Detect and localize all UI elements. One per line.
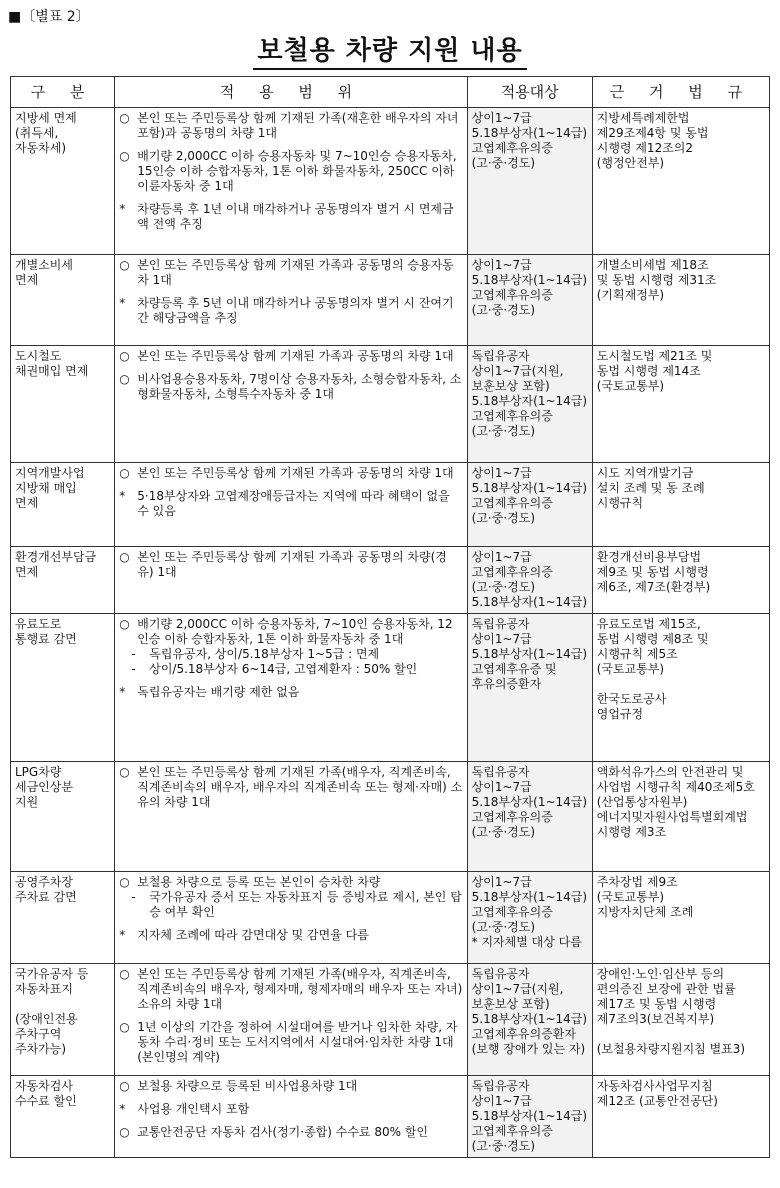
table-row xyxy=(11,346,770,463)
scope-item xyxy=(119,967,462,1012)
scope-text: 보철용 차량으로 등록 또는 본인이 승차한 차량 xyxy=(137,875,381,889)
category-cell-line: 세금인상분 xyxy=(15,780,73,794)
category-cell-line: 채권매입 면제 xyxy=(15,364,89,378)
scope-cell xyxy=(115,872,467,964)
law-cell-line: 및 동법 시행령 제31조 xyxy=(596,273,717,287)
law-cell-line xyxy=(597,1027,765,1042)
target-cell-line: 독립유공자 xyxy=(471,967,530,981)
target-cell xyxy=(467,872,592,964)
target-cell-line: 보훈보상 포함) xyxy=(471,379,550,393)
law-cell-line: 도시철도법 제21조 및 xyxy=(596,349,713,363)
target-cell xyxy=(467,762,592,872)
spacer xyxy=(119,194,462,202)
category-cell-line: 지역개발사업 xyxy=(15,466,85,480)
target-cell-line: 상이1~7급 xyxy=(471,1094,532,1108)
target-cell xyxy=(467,463,592,547)
law-cell-line: (보철용차량지원지침 별표3) xyxy=(596,1042,746,1056)
scope-cell xyxy=(115,108,467,255)
law-cell-line: 자동차검사사업무지침 xyxy=(596,1079,713,1093)
bullet-marker: ○ xyxy=(119,550,130,564)
bullet-marker: * xyxy=(119,296,126,310)
law-cell-line: 환경개선비용부담법 xyxy=(596,550,702,564)
category-cell-line: LPG차량 xyxy=(15,765,62,779)
annex-label: ■〔별표 2〕 xyxy=(8,9,90,25)
law-cell-line: 시도 지역개발기금 xyxy=(596,466,694,480)
law-cell-line: 제6조, 제7조(환경부) xyxy=(596,580,711,594)
scope-item xyxy=(119,647,462,662)
category-cell-line: 자동차검사 xyxy=(15,1079,73,1093)
category-cell-line: 주차가능) xyxy=(15,1042,67,1056)
category-cell-line: 유료도로 xyxy=(15,617,62,631)
law-cell-line: 에너지및자원사업특별회계법 xyxy=(596,810,748,824)
category-cell-line: 국가유공자 등 xyxy=(15,967,89,981)
scope-item xyxy=(119,202,462,232)
scope-item xyxy=(119,1020,462,1065)
law-cell-line: 제12조 (교통안전공단) xyxy=(596,1094,718,1108)
category-cell-line: 자동차표지 xyxy=(15,982,73,996)
scope-text: 본인 또는 주민등록상 함께 기재된 가족과 공동명의 차량(경유) 1대 xyxy=(137,550,447,579)
bullet-marker: ○ xyxy=(119,149,130,163)
target-cell-line: 고엽제후유의증 xyxy=(471,810,553,824)
target-cell-line: (고·중·경도) xyxy=(471,580,536,594)
scope-text: 비사업용승용자동차, 7명이상 승용자동차, 소형승합자동차, 소형화물자동차, 소형특수자동차 중 1대 xyxy=(137,372,462,401)
support-table xyxy=(10,76,770,1158)
law-cell-line: 주차장법 제9조 xyxy=(596,875,678,889)
target-cell-line: 5.18부상자(1~14급) xyxy=(471,647,588,661)
law-cell-line: 영업규정 xyxy=(596,707,644,721)
category-cell xyxy=(11,463,115,547)
law-cell-line: (기획재정부) xyxy=(596,288,665,302)
category-cell-line: 환경개선부담금 xyxy=(15,550,97,564)
bullet-marker: ○ xyxy=(119,1079,130,1093)
spacer xyxy=(119,288,462,296)
spacer xyxy=(119,364,462,372)
target-cell xyxy=(467,108,592,255)
target-cell-line: 상이1~7급 xyxy=(471,632,532,646)
scope-item xyxy=(119,258,462,288)
target-cell-line: 독립유공자 xyxy=(471,1079,530,1093)
scope-text: 차량등록 후 1년 이내 매각하거나 공동명의자 별거 시 면제금액 전액 추징 xyxy=(137,202,454,231)
scope-item xyxy=(119,928,462,943)
spacer xyxy=(119,1012,462,1020)
scope-item xyxy=(119,372,462,402)
scope-item xyxy=(119,349,462,364)
target-cell-line: 상이1~7급(지원, xyxy=(471,364,564,378)
category-cell-line: 도시철도 xyxy=(15,349,62,363)
target-cell-line: (고·중·경도) xyxy=(471,156,536,170)
table-row xyxy=(11,1076,770,1158)
target-cell-line: 보훈보상 포함) xyxy=(471,997,550,1011)
table-row xyxy=(11,964,770,1076)
bullet-marker: ○ xyxy=(119,765,130,779)
law-cell-line: 동법 시행령 제8조 및 xyxy=(596,632,709,646)
header-target: 적용대상 xyxy=(467,77,592,108)
scope-item xyxy=(119,466,462,481)
target-cell-line: * 지자체별 대상 다름 xyxy=(471,935,582,949)
bullet-marker: ○ xyxy=(119,258,130,272)
target-cell-line: 상이1~7급 xyxy=(471,258,532,272)
page-title xyxy=(0,30,780,67)
category-cell-line: 지방세 면제 xyxy=(15,111,77,125)
bullet-marker: ○ xyxy=(119,1020,130,1034)
scope-text: 지자체 조례에 따라 감면대상 및 감면율 다름 xyxy=(137,928,369,942)
category-cell xyxy=(11,1076,115,1158)
law-cell xyxy=(592,964,769,1076)
spacer xyxy=(119,141,462,149)
scope-item xyxy=(119,550,462,580)
category-cell-line: 수수료 할인 xyxy=(15,1094,77,1108)
bullet-marker: * xyxy=(119,489,126,503)
law-cell xyxy=(592,614,769,762)
law-cell-line: (국토교통부) xyxy=(596,662,665,676)
target-cell-line: 고엽제후유의증 xyxy=(471,565,553,579)
table-row xyxy=(11,108,770,255)
scope-cell xyxy=(115,762,467,872)
bullet-marker: ○ xyxy=(119,1125,130,1139)
target-cell-line: 상이1~7급 xyxy=(471,466,532,480)
scope-item xyxy=(119,149,462,194)
category-cell xyxy=(11,346,115,463)
target-cell xyxy=(467,614,592,762)
target-cell-line: 독립유공자 xyxy=(471,349,530,363)
law-cell-line: 지방세특례제한법 xyxy=(596,111,690,125)
target-cell-line: 고엽제후유의증 xyxy=(471,288,553,302)
target-cell-line: (고·중·경도) xyxy=(471,1139,536,1153)
scope-item xyxy=(119,1102,462,1117)
law-cell-line: 장애인·노인·임산부 등의 xyxy=(596,967,725,981)
scope-text: 본인 또는 주민등록상 함께 기재된 가족과 공동명의 차량 1대 xyxy=(137,466,454,480)
target-cell-line: (보행 장애가 있는 자) xyxy=(471,1042,586,1056)
category-cell-line: 공영주차장 xyxy=(15,875,73,889)
scope-text: 독립유공자는 배기량 제한 없음 xyxy=(137,685,300,699)
target-cell-line: (고·중·경도) xyxy=(471,511,536,525)
category-cell-line: 통행료 감면 xyxy=(15,632,77,646)
scope-item xyxy=(119,685,462,700)
category-cell-line: (장애인전용 xyxy=(15,1012,78,1026)
law-cell-line: (국토교통부) xyxy=(596,890,665,904)
scope-text: 상이/5.18부상자 6~14급, 고엽제환자 : 50% 할인 xyxy=(149,662,418,676)
target-cell-line: 5.18부상자(1~14급) xyxy=(471,273,588,287)
scope-text: 본인 또는 주민등록상 함께 기재된 가족과 공동명의 승용자동차 1대 xyxy=(137,258,454,287)
header-scope: 적 용 범 위 xyxy=(115,77,467,108)
law-cell-line: 유료도로법 제15조, xyxy=(596,617,701,631)
scope-cell xyxy=(115,463,467,547)
spacer xyxy=(119,920,462,928)
bullet-marker: ○ xyxy=(119,349,130,363)
law-cell-line: (행정안전부) xyxy=(596,156,665,170)
target-cell xyxy=(467,547,592,614)
scope-cell xyxy=(115,255,467,346)
bullet-marker: ○ xyxy=(119,617,130,631)
target-cell-line: 5.18부상자(1~14급) xyxy=(471,1012,588,1026)
bullet-marker: ○ xyxy=(119,372,130,386)
scope-text: 사업용 개인택시 포함 xyxy=(137,1102,250,1116)
target-cell-line: 고엽제후유의증 xyxy=(471,496,553,510)
scope-text: 5·18부상자와 고엽제장애등급자는 지역에 따라 혜택이 없을 수 있음 xyxy=(137,489,450,518)
table-header-row xyxy=(11,77,770,108)
law-cell xyxy=(592,547,769,614)
law-cell-line: (국토교통부) xyxy=(596,379,665,393)
target-cell-line: 상이1~7급 xyxy=(471,550,532,564)
target-cell xyxy=(467,1076,592,1158)
target-cell-line: 5.18부상자(1~14급) xyxy=(471,595,588,609)
bullet-marker: ○ xyxy=(119,466,130,480)
scope-item xyxy=(119,662,462,677)
category-cell-line: 면제 xyxy=(15,273,39,287)
bullet-marker: * xyxy=(119,202,126,216)
law-cell-line: 액화석유가스의 안전관리 및 xyxy=(596,765,744,779)
bullet-marker: ○ xyxy=(119,111,130,125)
law-cell-line: 제9조 및 동법 시행령 xyxy=(596,565,709,579)
law-cell-line: 사업법 시행규칙 제40조제5호 xyxy=(596,780,755,794)
law-cell-line: 한국도로공사 xyxy=(596,692,667,706)
table-row xyxy=(11,872,770,964)
category-cell-line: 주차구역 xyxy=(15,1027,62,1041)
target-cell-line: (고·중·경도) xyxy=(471,825,536,839)
law-cell xyxy=(592,108,769,255)
scope-item xyxy=(119,875,462,890)
scope-item xyxy=(119,1079,462,1094)
category-cell xyxy=(11,614,115,762)
law-cell-line: 동법 시행령 제14조 xyxy=(596,364,701,378)
law-cell-line: 시행규칙 제5조 xyxy=(596,647,678,661)
target-cell-line: 독립유공자 xyxy=(471,765,530,779)
target-cell xyxy=(467,964,592,1076)
target-cell-line: 5.18부상자(1~14급) xyxy=(471,481,588,495)
law-cell-line: 시행규칙 xyxy=(596,496,644,510)
law-cell xyxy=(592,463,769,547)
target-cell-line: (고·중·경도) xyxy=(471,303,536,317)
target-cell-line: 상이1~7급(지원, xyxy=(471,982,564,996)
table-row xyxy=(11,547,770,614)
target-cell-line: 고엽제후유의증환자 xyxy=(471,1027,576,1041)
spacer xyxy=(119,481,462,489)
target-cell-line: 상이1~7급 xyxy=(471,875,532,889)
category-cell-line xyxy=(15,997,110,1012)
spacer xyxy=(119,677,462,685)
scope-text: 배기량 2,000CC 이하 승용자동차, 7~10인 승용자동차, 12인승 이하 승합자동차, 1톤 이하 화물자동차 중 1대 xyxy=(137,617,453,646)
scope-text: 1년 이상의 기간을 정하여 시설대여를 받거나 임차한 차량, 자동차 수리·정비 또는 도서지역에서 시설대여·임차한 차량 1대(본인명의 계약) xyxy=(137,1020,458,1064)
bullet-marker: ○ xyxy=(119,967,130,981)
scope-item xyxy=(119,765,462,810)
law-cell-line: (산업통상자원부) xyxy=(596,795,688,809)
scope-item xyxy=(119,890,462,920)
target-cell xyxy=(467,255,592,346)
scope-item xyxy=(119,111,462,141)
category-cell-line: 지원 xyxy=(15,795,39,809)
scope-text: 배기량 2,000CC 이하 승용자동차 및 7~10인승 승용자동차, 15인승 이하 승합자동차, 1톤 이하 화물자동차, 250CC 이하 이륜자동차 중 1대 xyxy=(137,149,457,193)
law-cell xyxy=(592,872,769,964)
law-cell-line: 제29조제4항 및 동법 xyxy=(596,126,709,140)
target-cell-line: 5.18부상자(1~14급) xyxy=(471,1109,588,1123)
law-cell xyxy=(592,255,769,346)
category-cell-line: (취득세, xyxy=(15,126,59,140)
scope-text: 차량등록 후 5년 이내 매각하거나 공동명의자 별거 시 잔여기간 해당금액을 추징 xyxy=(137,296,454,325)
law-cell-line: 편의증진 보장에 관한 법률 xyxy=(596,982,736,996)
target-cell-line: 5.18부상자(1~14급) xyxy=(471,126,588,140)
target-cell-line: 5.18부상자(1~14급) xyxy=(471,890,588,904)
header-category: 구 분 xyxy=(11,77,115,108)
bullet-marker: - xyxy=(131,890,136,904)
category-cell-line: 개별소비세 xyxy=(15,258,73,272)
scope-cell xyxy=(115,346,467,463)
title-text: 보철용 차량 지원 내용 xyxy=(253,36,526,70)
law-cell-line: 제7조의3(보건복지부) xyxy=(596,1012,715,1026)
target-cell-line: 독립유공자 xyxy=(471,617,530,631)
category-cell xyxy=(11,762,115,872)
law-cell-line: 제17조 및 동법 시행령 xyxy=(596,997,717,1011)
category-cell-line: 자동차세) xyxy=(15,141,67,155)
scope-text: 보철용 차량으로 등록된 비사업용차량 1대 xyxy=(137,1079,358,1093)
target-cell-line: 후유의증환자 xyxy=(471,677,542,691)
target-cell-line: 고엽제후유의증 xyxy=(471,141,553,155)
scope-item xyxy=(119,617,462,647)
law-cell xyxy=(592,762,769,872)
scope-cell xyxy=(115,614,467,762)
category-cell xyxy=(11,964,115,1076)
scope-text: 본인 또는 주민등록상 함께 기재된 가족(재혼한 배우자의 자녀 포함)과 공동명의 차량 1대 xyxy=(137,111,459,140)
scope-text: 본인 또는 주민등록상 함께 기재된 가족과 공동명의 차량 1대 xyxy=(137,349,454,363)
bullet-marker: * xyxy=(119,1102,126,1116)
table-row xyxy=(11,614,770,762)
bullet-marker: - xyxy=(131,662,136,676)
category-cell xyxy=(11,872,115,964)
scope-cell xyxy=(115,1076,467,1158)
law-cell-line: 시행령 제12조의2 xyxy=(596,141,694,155)
category-cell-line: 주차료 감면 xyxy=(15,890,77,904)
law-cell xyxy=(592,346,769,463)
spacer xyxy=(119,1117,462,1125)
law-cell xyxy=(592,1076,769,1158)
category-cell xyxy=(11,108,115,255)
scope-item xyxy=(119,489,462,519)
category-cell-line: 면제 xyxy=(15,565,39,579)
target-cell-line: 상이1~7급 xyxy=(471,111,532,125)
law-cell-line: 시행령 제3조 xyxy=(596,825,667,839)
scope-text: 교통안전공단 자동차 검사(정기·종합) 수수료 80% 할인 xyxy=(137,1125,429,1139)
target-cell xyxy=(467,346,592,463)
category-cell-line: 지방채 매입 xyxy=(15,481,77,495)
scope-item xyxy=(119,1125,462,1140)
bullet-marker: * xyxy=(119,928,126,942)
scope-cell xyxy=(115,547,467,614)
category-cell xyxy=(11,255,115,346)
law-cell-line: 설치 조례 및 동 조례 xyxy=(596,481,705,495)
target-cell-line: 고엽제후유의증 xyxy=(471,905,553,919)
scope-cell xyxy=(115,964,467,1076)
bullet-marker: * xyxy=(119,685,126,699)
scope-text: 본인 또는 주민등록상 함께 기재된 가족(배우자, 직계존비속, 직계존비속의 배우자, 형제자매, 형제자매의 배우자 또는 자녀) 소유의 차량 1대 xyxy=(137,967,463,1011)
scope-text: 국가유공자 증서 또는 자동차표지 등 증빙자료 제시, 본인 탑승 여부 확인 xyxy=(149,890,462,919)
target-cell-line: 고엽제후유증 및 xyxy=(471,662,557,676)
law-cell-line: 개별소비세법 제18조 xyxy=(596,258,709,272)
law-cell-line xyxy=(597,677,765,692)
target-cell-line: 5.18부상자(1~14급) xyxy=(471,394,588,408)
target-cell-line: 고엽제후유의증 xyxy=(471,409,553,423)
table-row xyxy=(11,762,770,872)
category-cell-line: 면제 xyxy=(15,496,39,510)
category-cell xyxy=(11,547,115,614)
scope-text: 독립유공자, 상이/5.18부상자 1~5급 : 면제 xyxy=(149,647,380,661)
header-law: 근 거 법 규 xyxy=(592,77,769,108)
bullet-marker: - xyxy=(131,647,136,661)
spacer xyxy=(119,1094,462,1102)
scope-text: 본인 또는 주민등록상 함께 기재된 가족(배우자, 직계존비속, 직계존비속의 배우자, 배우자의 직계존비속 또는 형제·자매) 소유의 차량 1대 xyxy=(137,765,463,809)
target-cell-line: (고·중·경도) xyxy=(471,920,536,934)
target-cell-line: 고엽제후유의증 xyxy=(471,1124,553,1138)
law-cell-line: 지방자치단체 조례 xyxy=(596,905,694,919)
target-cell-line: (고·중·경도) xyxy=(471,424,536,438)
target-cell-line: 상이1~7급 xyxy=(471,780,532,794)
table-row xyxy=(11,255,770,346)
scope-item xyxy=(119,296,462,326)
table-row xyxy=(11,463,770,547)
bullet-marker: ○ xyxy=(119,875,130,889)
target-cell-line: 5.18부상자(1~14급) xyxy=(471,795,588,809)
